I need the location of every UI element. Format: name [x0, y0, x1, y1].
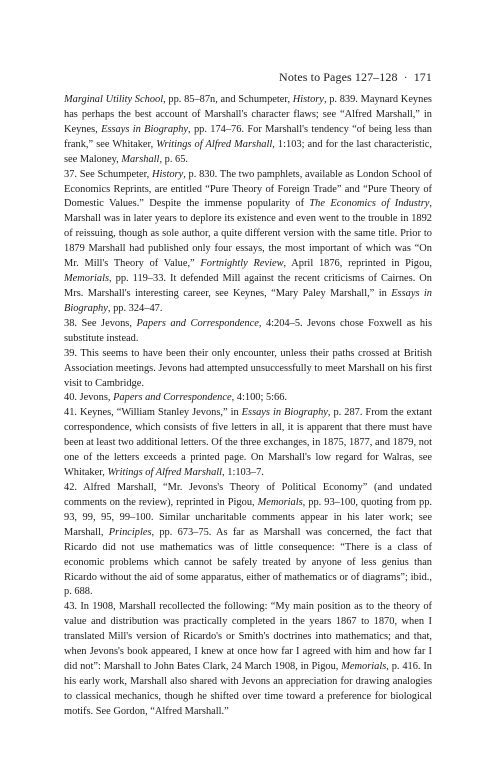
- cited-title: History: [152, 168, 184, 180]
- cited-title: Essays in Biography: [64, 287, 432, 314]
- note-text: , p. 839. Maynard Keynes has perhaps the best account of Marshall's character flaws; see “Alfred Marshall,” in Keynes,: [64, 94, 432, 135]
- note-37: [64, 168, 432, 317]
- page-number: 171: [413, 70, 432, 84]
- note-text: , p. 65.: [159, 153, 189, 165]
- cited-title: Writings of Alfred Marshall: [107, 467, 223, 479]
- note-text: , pp. 93–100, quoting from pp. 93, 99, 95, 99–100. Similar uncharitable comments appear in his later work; see Marshall,: [64, 496, 432, 538]
- note-text: , pp. 85–87n, and Schumpeter,: [163, 94, 293, 105]
- note-text: , p. 416. In his early work, Marshall also shared with Jevons an appreciation for drawing analogies to classical mechanics, though he shifted over time toward a preference for biological motifs. See Gordon, “Alfred Marshall.”: [64, 661, 432, 717]
- note-text: 42. Alfred Marshall, “Mr. Jevons's Theory of Political Economy” (and undated comments on the review), reprinted in Pigou,: [64, 481, 432, 508]
- note-43: [64, 600, 432, 719]
- cited-title: Principles: [108, 526, 152, 538]
- note-text: 37. See Schumpeter,: [64, 168, 153, 180]
- cited-title: The Economics of Industry: [309, 198, 430, 210]
- cited-title: Papers and Correspondence: [113, 392, 232, 404]
- running-head: [279, 70, 432, 85]
- note-text: , pp. 673–75. As far as Marshall was concerned, the fact that Ricardo did not use mathematics was of little consequence: “There is a class of economic problems which cannot be safely treated by anyone of less genius than Ricardo without the aid of some apparatus, either of mathematics or of diagrams”; ibid., p. 688.: [64, 526, 432, 598]
- note-text: , pp. 119–33. It defended Mill against the recent criticisms of Cairnes. On Mrs. Marshall's interesting career, see Keynes, “Mary Paley Marshall,” in: [64, 273, 432, 299]
- cited-title: Memorials: [341, 661, 387, 673]
- note-text: 41. Keynes, “William Stanley Jevons,” in: [64, 407, 242, 419]
- note-38: [64, 317, 432, 347]
- note-text: 40. Jevons,: [64, 392, 114, 404]
- note-text: , 4:100; 5:66.: [231, 392, 288, 404]
- note-text: 39. This seems to have been their only encounter, unless their paths crossed at British Association meetings. Jevons had attempted unsuccessfully to meet Marshall on his first visit to Cambridge.: [64, 347, 432, 389]
- endnotes: [64, 93, 432, 720]
- cited-title: History: [292, 94, 324, 105]
- note-text: , p. 830. The two pamphlets, available as London School of Economics Reprints, are entitled “Pure Theory of Foreign Trade” and “Pure Theory of Domestic Values.” Despite the immense popularity of: [64, 168, 432, 210]
- running-head-separator: ·: [403, 70, 408, 84]
- note-text: , p. 287. From the extant correspondence, which consists of five letters in all, it is apparent that there must have been at least two additional letters. Of the three exchanges, in 1875, 1877, and 1879, not one of the letters exceeds a printed page. On Marshall's low regard for Walras, see Whitaker,: [64, 407, 432, 479]
- cited-title: Essays in Biography: [101, 123, 189, 135]
- cited-title: Memorials: [64, 273, 110, 285]
- note-41: [64, 406, 432, 481]
- cited-title: Marshall: [121, 153, 160, 165]
- running-head-section: Notes to Pages 127–128: [279, 70, 398, 84]
- note-text: , Marshall was in later years to deplore its existence and even went to the trouble in 1892 of reissuing, though as sole author, a quite different version with the same title. Prior to 1879 Marshall had published only four essays, the most important of which was “On Mr. Mill's Theory of Value,”: [64, 198, 432, 270]
- note-text: , pp. 324–47.: [107, 302, 163, 314]
- note-text: 38. See Jevons,: [64, 317, 137, 329]
- note-text: , 1:103–7.: [222, 467, 264, 479]
- cited-title: Writings of Alfred Marshall: [156, 138, 273, 150]
- note-text: , April 1876, reprinted in Pigou,: [283, 258, 432, 270]
- note-continued: [64, 93, 432, 168]
- note-text: , 4:204–5. Jevons chose Foxwell as his substitute instead.: [64, 317, 433, 344]
- note-text: , pp. 174–76. For Marshall's tendency “of being less than frank,” see Whitaker,: [64, 123, 432, 150]
- cited-title: Memorials: [257, 496, 303, 508]
- cited-title: Marginal Utility School: [64, 94, 164, 105]
- note-text: , 1:103; and for the last characteristic, see Maloney,: [64, 138, 432, 165]
- note-42: [64, 481, 432, 600]
- cited-title: Papers and Correspondence: [136, 317, 259, 329]
- note-39: [64, 347, 432, 392]
- cited-title: Fortnightly Review: [200, 258, 284, 270]
- note-text: 43. In 1908, Marshall recollected the following: “My main position as to the theory of value and distribution was practically completed in the years 1867 to 1870, when I translated Mill's version of Ricardo's or Smith's doctrines into mathematics; and that, when Jevons's book appeared, I knew at once how far I agreed with him and how far I did not”: Marshall to John Bates Clark, 24 March 1908, in Pigou,: [64, 601, 432, 673]
- cited-title: Essays in Biography: [241, 407, 328, 419]
- note-40: [64, 391, 432, 406]
